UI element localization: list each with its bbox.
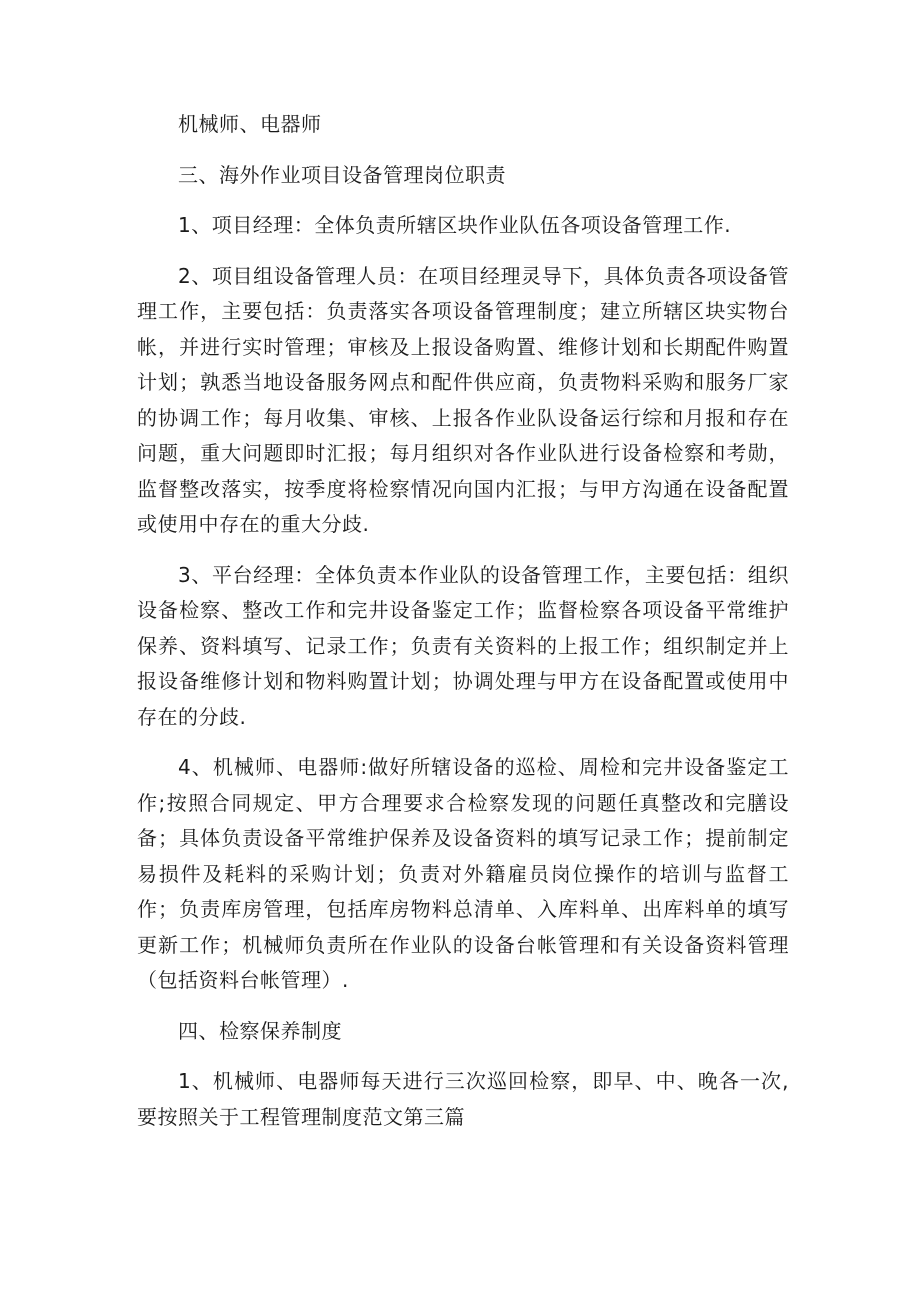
paragraph-mechanic-electrician: 4、机械师、电器师:做好所辖设备的巡检、周检和完井设备鉴定工作;按照合同规定、甲方合理要求合检察发现的问题任真整改和完膳设备；具体负责设备平常维护保养及设备资料的填写记录工作；提前制定易损件及耗料的采购计划；负责对外籍雇员岗位操作的培训与监督工作；负责库房管理，包括库房物料总清单、入库料单、出库料单的填写更新工作；机械师负责所在作业队的设备台帐管理和有关设备资料管理（包括资料台帐管理）.	[137, 755, 789, 992]
paragraph-platform-manager: 3、平台经理：全体负责本作业队的设备管理工作，主要包括：组织设备检察、整改工作和完井设备鉴定工作；监督检察各项设备平常维护保养、资料填写、记录工作；负责有关资料的上报工作；组织制定并上报设备维修计划和物料购置计划；协调处理与甲方在设备配置或使用中存在的分歧.	[137, 562, 789, 729]
paragraph-equipment-staff: 2、项目组设备管理人员：在项目经理灵导下，具体负责各项设备管理工作，主要包括：负责落实各项设备管理制度；建立所辖区块实物台帐，并进行实时管理；审核及上报设备购置、维修计划和长期配件购置计划；孰悉当地设备服务网点和配件供应商，负责物料采购和服务厂家的协调工作；每月收集、审核、上报各作业队设备运行综和月报和存在问题，重大问题即时汇报；每月组织对各作业队进行设备检察和考勋，监督整改落实，按季度将检察情况向国内汇报；与甲方沟通在设备配置或使用中存在的重大分歧.	[137, 263, 789, 536]
document-body	[137, 107, 789, 1135]
section-heading-4: 四、检察保养制度	[178, 1018, 342, 1043]
paragraph-project-manager: 1、项目经理：全体负责所辖区块作业队伍各项设备管理工作.	[178, 213, 732, 237]
paragraph-role-title: 机械师、电器师	[178, 112, 322, 136]
paragraph-inspection: 1、机械师、电器师每天进行三次巡回检察，即早、中、晚各一次,要按照关于工程管理制度范文第三篇	[137, 1069, 789, 1129]
section-heading-3: 三、海外作业项目设备管理岗位职责	[178, 162, 506, 187]
